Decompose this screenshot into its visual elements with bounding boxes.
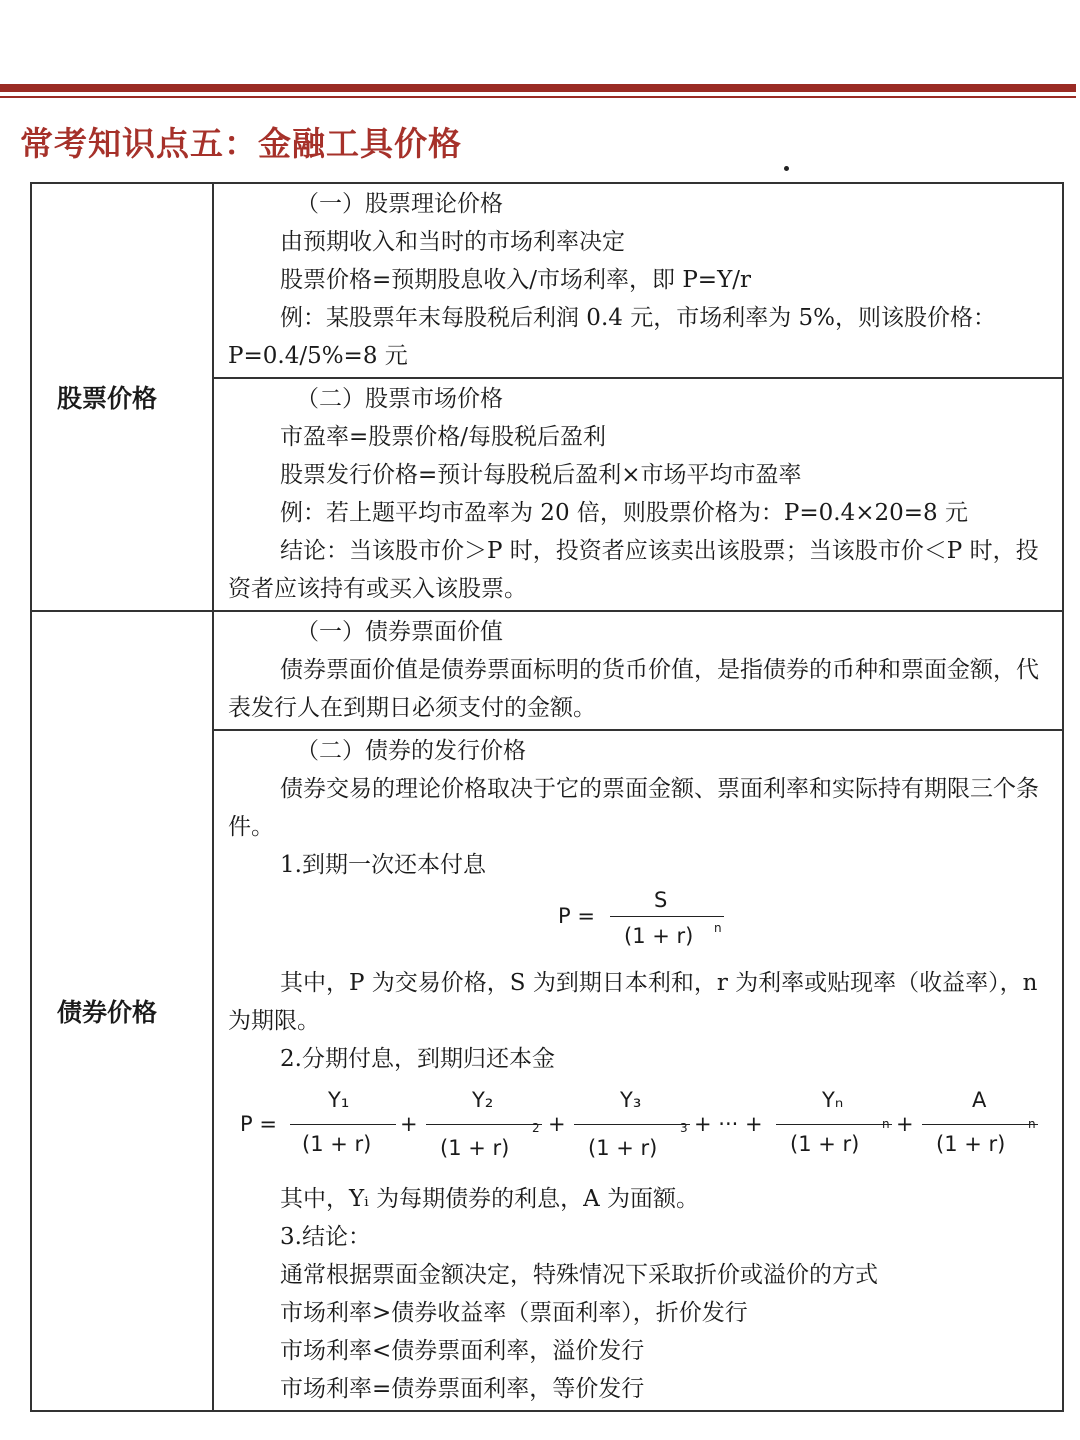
formula-denominator: (1 + r) (588, 1136, 658, 1160)
formula-exponent: n (882, 1117, 890, 1131)
formula-lump-sum (228, 886, 1052, 960)
formula-lhs: P = (558, 904, 595, 928)
text-line: 股票价格=预期股息收入/市场利率，即 P=Y/r (280, 267, 752, 293)
stray-dot (784, 166, 789, 171)
table-row-stock-theory (31, 183, 1063, 378)
fraction-bar (610, 916, 724, 917)
formula-denominator: (1 + r) (936, 1132, 1006, 1156)
case-note: 其中，P 为交易价格，S 为到期日本利和，r 为利率或贴现率（收益率），n 为期限。 (228, 970, 1038, 1034)
text-line: 市盈率=股票价格/每股税后盈利 (280, 424, 607, 450)
stock-theory-section (213, 183, 1063, 378)
case-title: 1.到期一次还本付息 (280, 852, 486, 878)
text-line: 由预期收入和当时的市场利率决定 (280, 229, 625, 255)
category-stock-price: 股票价格 (31, 183, 213, 611)
formula-installment (228, 1082, 1052, 1174)
example-text: 例：某股票年末每股税后利润 0.4 元，市场利率为 5%，则该股价格：P=0.4/5%=8 元 (228, 305, 996, 369)
formula-lhs: P = (240, 1112, 277, 1136)
formula-plus: + (400, 1112, 418, 1136)
knowledge-table (30, 182, 1064, 1412)
formula-numerator: S (654, 888, 668, 912)
fraction-bar (426, 1124, 542, 1125)
section-heading: （二）债券的发行价格 (296, 738, 526, 764)
section-heading: （二）股票市场价格 (296, 386, 503, 412)
formula-plus: + (548, 1112, 566, 1136)
text-line: 股票发行价格=预计每股税后盈利×市场平均市盈率 (280, 462, 802, 488)
bond-face-section (213, 611, 1063, 730)
formula-numerator: Y₃ (620, 1088, 642, 1112)
formula-exponent: n (714, 921, 722, 935)
fraction-bar (776, 1124, 892, 1125)
formula-numerator: Y₂ (472, 1088, 494, 1112)
formula-denominator: (1 + r) (302, 1132, 372, 1156)
conclusion-text: 结论：当该股市价＞P 时，投资者应该卖出该股票；当该股市价＜P 时，投资者应该持有或买入该股票。 (228, 538, 1039, 602)
formula-denominator: (1 + r) (440, 1136, 510, 1160)
case-note: 其中，Yᵢ 为每期债券的利息，A 为面额。 (280, 1186, 700, 1212)
formula-numerator: Y₁ (328, 1088, 350, 1112)
page-title: 常考知识点五：金融工具价格 (20, 124, 462, 163)
fraction-bar (922, 1124, 1038, 1125)
formula-exponent: 3 (680, 1121, 688, 1135)
formula-numerator: A (972, 1088, 987, 1112)
formula-denominator: (1 + r) (624, 924, 694, 948)
formula-exponent: n (1028, 1117, 1036, 1131)
section-heading: （一）股票理论价格 (296, 191, 503, 217)
formula-exponent: 2 (532, 1121, 540, 1135)
formula-ellipsis: + ··· + (694, 1112, 763, 1136)
conclusion-line: 市场利率=债券票面利率，等价发行 (280, 1376, 645, 1402)
text-paragraph: 债券票面价值是债券票面标明的货币价值，是指债券的币种和票面金额，代表发行人在到期日必须支付的金额。 (228, 657, 1039, 721)
conclusion-title: 3.结论： (280, 1224, 371, 1250)
fraction-bar (574, 1124, 690, 1125)
section-heading: （一）债券票面价值 (296, 619, 503, 645)
category-bond-price: 债券价格 (31, 611, 213, 1411)
stock-market-section (213, 378, 1063, 611)
text-line: 例：若上题平均市盈率为 20 倍，则股票价格为：P=0.4×20=8 元 (280, 500, 968, 526)
formula-plus: + (896, 1112, 914, 1136)
conclusion-line: 市场利率>债券收益率（票面利率），折价发行 (280, 1300, 748, 1326)
formula-denominator: (1 + r) (790, 1132, 860, 1156)
header-rule-thin (0, 96, 1076, 98)
conclusion-line: 通常根据票面金额决定，特殊情况下采取折价或溢价的方式 (280, 1262, 878, 1288)
table-row-bond-face (31, 611, 1063, 730)
case-title: 2.分期付息，到期归还本金 (280, 1046, 555, 1072)
fraction-bar (290, 1124, 396, 1125)
conclusion-line: 市场利率<债券票面利率，溢价发行 (280, 1338, 645, 1364)
bond-issue-section (213, 730, 1063, 1411)
intro-text: 债券交易的理论价格取决于它的票面金额、票面利率和实际持有期限三个条件。 (228, 776, 1039, 840)
formula-numerator: Yₙ (822, 1088, 844, 1112)
header-rule-thick (0, 84, 1076, 92)
